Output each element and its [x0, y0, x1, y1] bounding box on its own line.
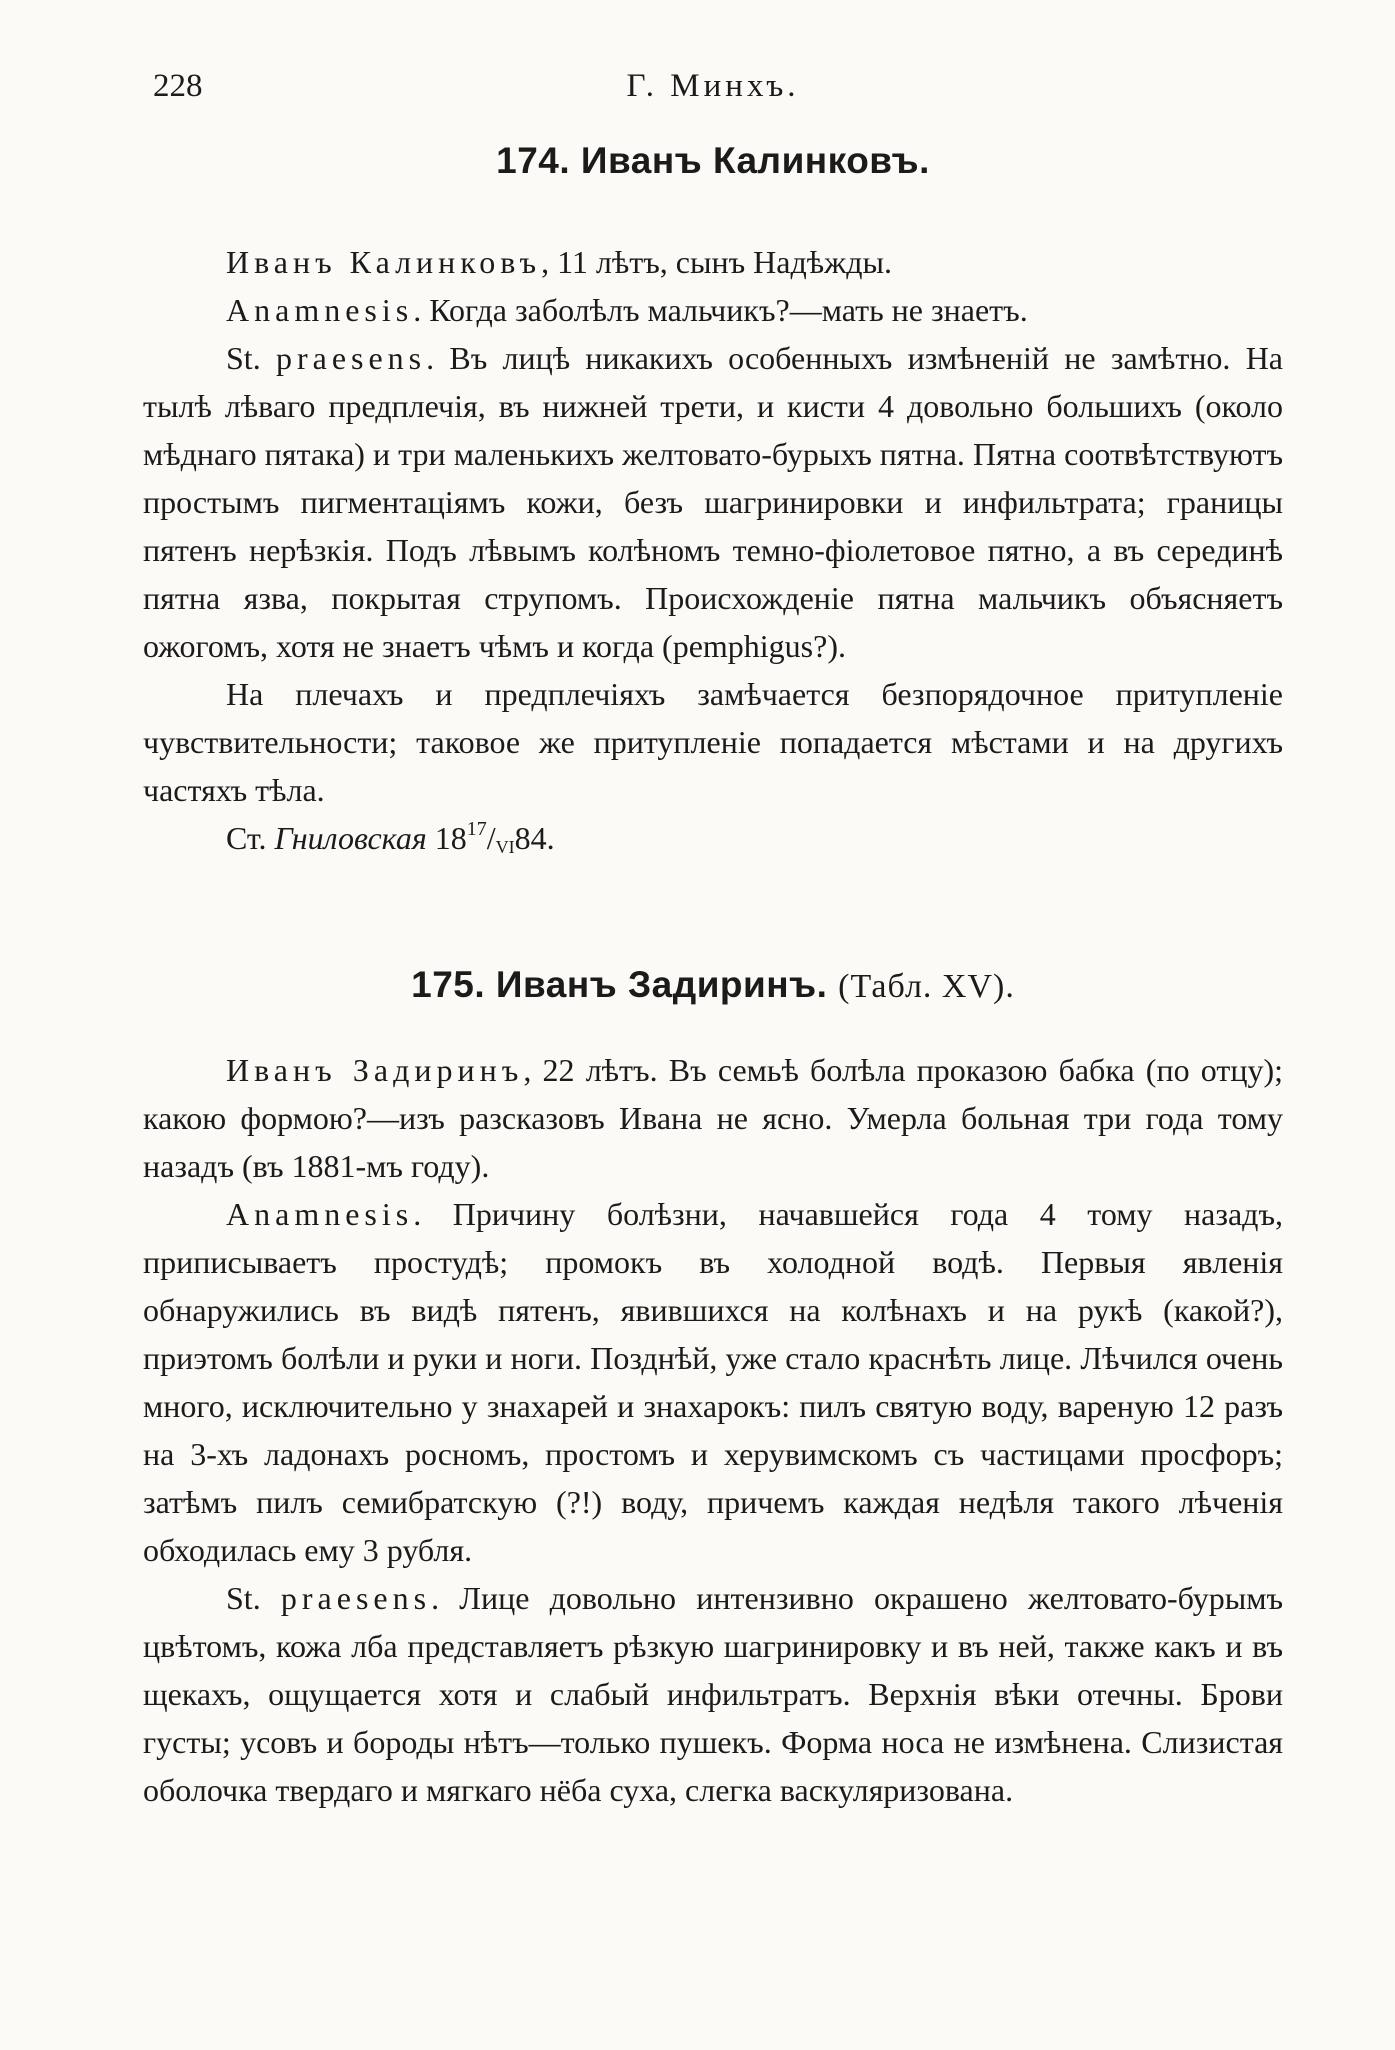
- case-174-heading: 174. Иванъ Калинковъ.: [496, 140, 930, 181]
- patient-name: Иванъ Калинковъ: [226, 244, 542, 280]
- book-page: [143, 60, 1283, 1814]
- case-174-signature: Ст. Гниловская $18^{17}/_{VI}84$.: [226, 818, 555, 857]
- anamnesis-label: Anamnesis: [226, 1196, 414, 1232]
- case-174-anamnesis: Anamnesis. Когда заболѣлъ мальчикъ?—мать не знаетъ.: [226, 292, 1028, 328]
- case-174-intro: Иванъ Калинковъ, 11 лѣтъ, сынъ Надѣжды.: [226, 244, 892, 280]
- status-label-b: praesens: [275, 340, 427, 376]
- case-174-status-praesens: St. praesens. Въ лицѣ никакихъ особенныхъ измѣненій не замѣтно. На тылѣ лѣваго предплечія, въ нижней трети, и кисти 4 довольно большихъ (около мѣднаго пятака) и три маленькихъ желтовато-бурыхъ пятна. Пятна соотвѣтствуютъ простымъ пигментаціямъ кожи, безъ шагринировки и инфильтрата; границы пятенъ нерѣзкія. Подъ лѣвымъ колѣномъ темно-фіолетовое пятно, а въ серединѣ пятна язва, покрытая струпомъ. Происхожденіе пятна мальчикъ объясняетъ ожогомъ, хотя не знаетъ чѣмъ и когда (pemphigus?).: [143, 340, 1284, 664]
- place-name: Гниловская: [274, 820, 427, 856]
- case-175-status-praesens: St. praesens. Лице довольно интензивно окрашено желтовато-бурымъ цвѣтомъ, кожа лба представляетъ рѣзкую шагринировку и въ ней, также какъ и въ щекахъ, ощущается хотя и слабый инфильтратъ. Верхнія вѣки отечны. Брови густы; усовъ и бороды нѣтъ—только пушекъ. Форма носа не измѣнена. Слизистая оболочка твердаго и мягкаго нёба суха, слегка васкуляризована.: [143, 1580, 1284, 1808]
- status-label-b: praesens: [280, 1580, 432, 1616]
- case-174-sensitivity: На плечахъ и предплечіяхъ замѣчается безпорядочное притупленіе чувствительности; таковое же притупленіе попадается мѣстами и на другихъ частяхъ тѣла.: [143, 676, 1283, 808]
- page-number: 228: [153, 68, 203, 104]
- case-175-intro: Иванъ Задиринъ, 22 лѣтъ. Въ семьѣ болѣла проказою бабка (по отцу); какою формою?—изъ разсказовъ Ивана не ясно. Умерла больная три года тому назадъ (въ 1881-мъ году).: [143, 1052, 1284, 1184]
- running-head: [143, 60, 1283, 112]
- case-174-section: [143, 140, 1283, 862]
- running-title: Г. Минхъ.: [626, 68, 800, 104]
- status-label-a: St.: [226, 340, 261, 376]
- patient-name: Иванъ Задиринъ: [226, 1052, 524, 1088]
- anamnesis-label: Anamnesis: [226, 292, 414, 328]
- case-175-anamnesis: Anamnesis. Причину болѣзни, начавшейся года 4 тому назадъ, приписываетъ простудѣ; промокъ въ холодной водѣ. Первыя явленія обнаружились въ видѣ пятенъ, явившихся на колѣнахъ и на рукѣ (какой?), приэтомъ болѣли и руки и ноги. Позднѣй, уже стало краснѣть лице. Лѣчился очень много, исключительно у знахарей и знахарокъ: пилъ святую воду, вареную 12 разъ на 3-хъ ладонахъ росномъ, простомъ и херувимскомъ съ частицами просфоръ; затѣмъ пилъ семибратскую (?!) воду, причемъ каждая недѣля такого лѣченія обходилась ему 3 рубля.: [143, 1196, 1283, 1568]
- case-175-heading: 175. Иванъ Задиринъ. (Табл. XV).: [411, 964, 1015, 1005]
- case-175-section: [143, 964, 1283, 1814]
- status-label-a: St.: [226, 1580, 261, 1616]
- table-reference: (Табл. XV).: [838, 968, 1015, 1005]
